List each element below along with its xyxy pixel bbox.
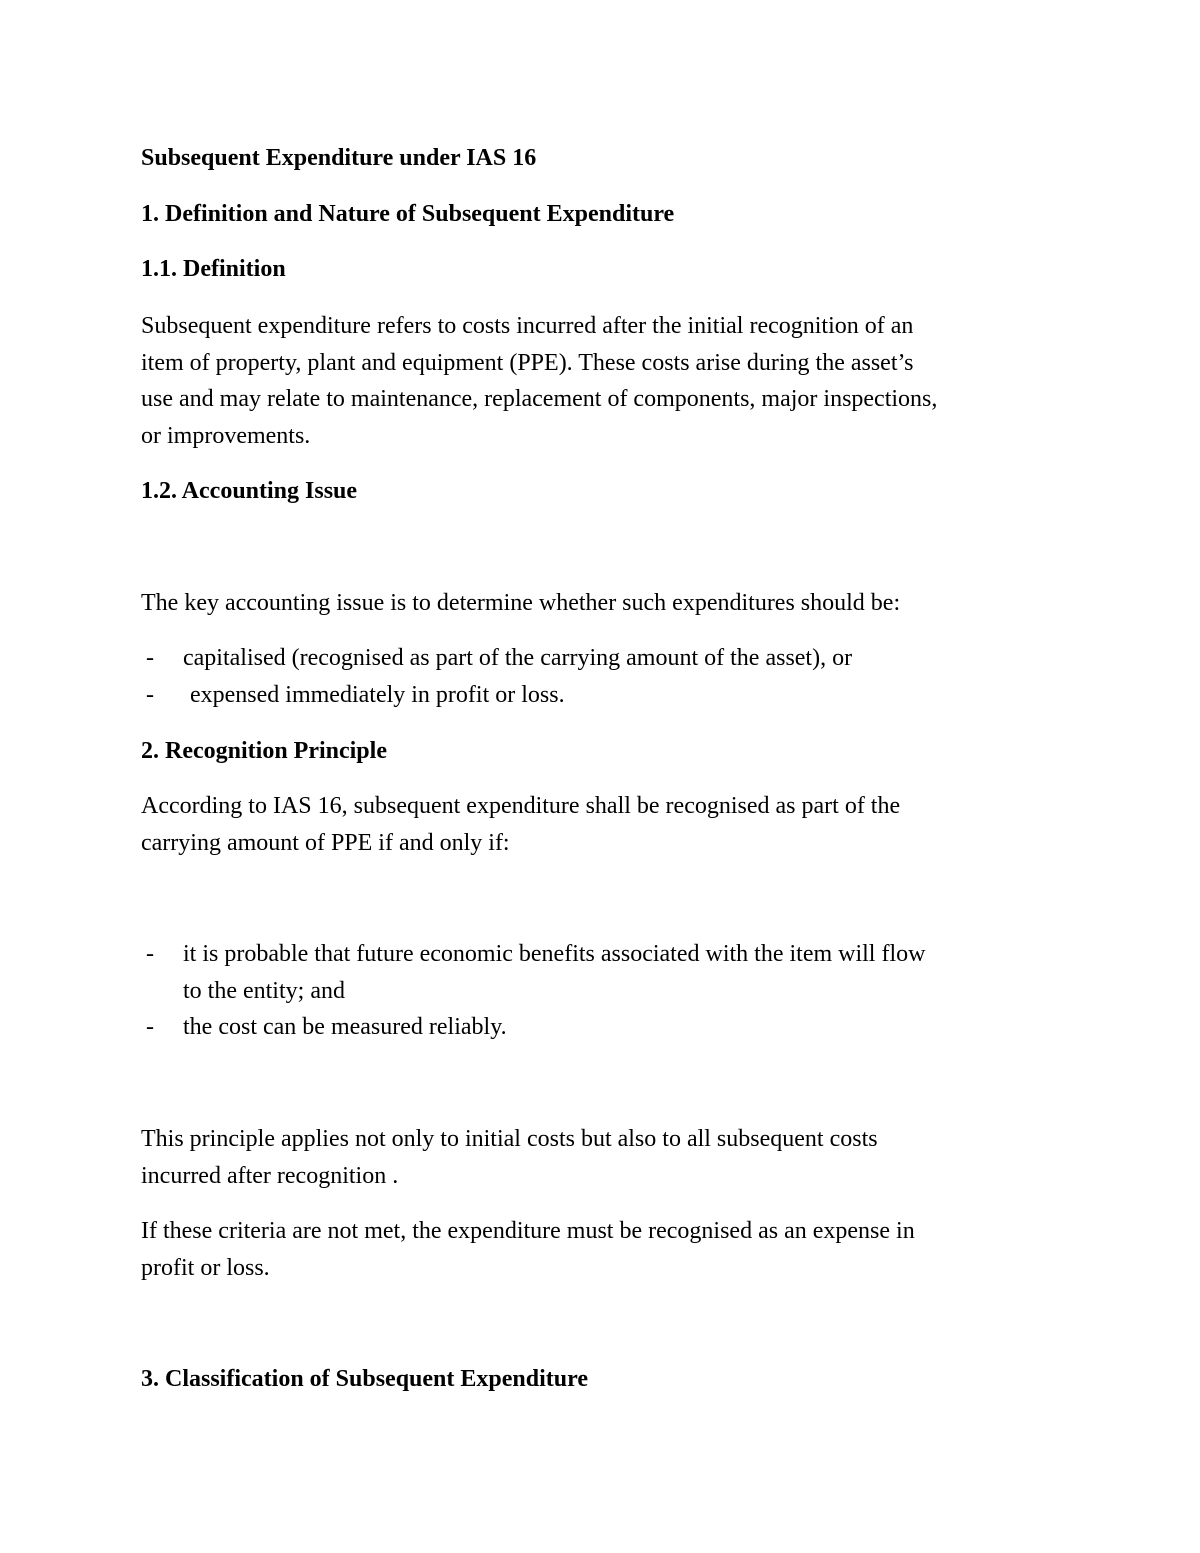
bullet-marker: - — [146, 682, 154, 708]
recognition-intro-paragraph — [141, 788, 1071, 861]
paragraph-line: If these criteria are not met, the expenditure must be recognised as an expense in — [141, 1218, 915, 1244]
paragraph-line: or improvements. — [141, 422, 311, 449]
paragraph-line: This principle applies not only to initial costs but also to all subsequent costs — [141, 1126, 878, 1152]
list-item — [183, 936, 1063, 1009]
paragraph-line: use and may relate to maintenance, replacement of components, major inspections, — [141, 386, 938, 412]
paragraph-line: According to IAS 16, subsequent expenditure shall be recognised as part of the — [141, 793, 901, 819]
bullet-marker: - — [146, 941, 154, 967]
accounting-issue-intro: The key accounting issue is to determine whether such expenditures should be: — [141, 590, 901, 616]
principle-paragraph — [141, 1121, 1071, 1194]
subsection-1-1-heading: 1.1. Definition — [141, 256, 286, 282]
definition-paragraph — [141, 308, 1071, 454]
list-item-line: to the entity; and — [183, 977, 345, 1004]
section-1-heading: 1. Definition and Nature of Subsequent Expenditure — [141, 201, 675, 227]
bullet-marker: - — [146, 645, 154, 671]
list-item: the cost can be measured reliably. — [183, 1014, 507, 1040]
document-title: Subsequent Expenditure under IAS 16 — [141, 145, 537, 171]
list-item: expensed immediately in profit or loss. — [190, 682, 565, 708]
paragraph-line: carrying amount of PPE if and only if: — [141, 829, 510, 856]
paragraph-line: item of property, plant and equipment (PPE). These costs arise during the asset’s — [141, 349, 914, 376]
bullet-marker: - — [146, 1014, 154, 1040]
paragraph-line: profit or loss. — [141, 1254, 270, 1281]
paragraph-line: incurred after recognition . — [141, 1162, 399, 1189]
criteria-not-met-paragraph — [141, 1213, 1071, 1286]
section-3-heading: 3. Classification of Subsequent Expenditure — [141, 1366, 588, 1392]
paragraph-line: Subsequent expenditure refers to costs incurred after the initial recognition of an — [141, 313, 914, 339]
list-item-line: it is probable that future economic benefits associated with the item will flow — [183, 941, 926, 967]
section-2-heading: 2. Recognition Principle — [141, 738, 387, 764]
list-item: capitalised (recognised as part of the carrying amount of the asset), or — [183, 645, 853, 671]
subsection-1-2-heading: 1.2. Accounting Issue — [141, 478, 358, 504]
